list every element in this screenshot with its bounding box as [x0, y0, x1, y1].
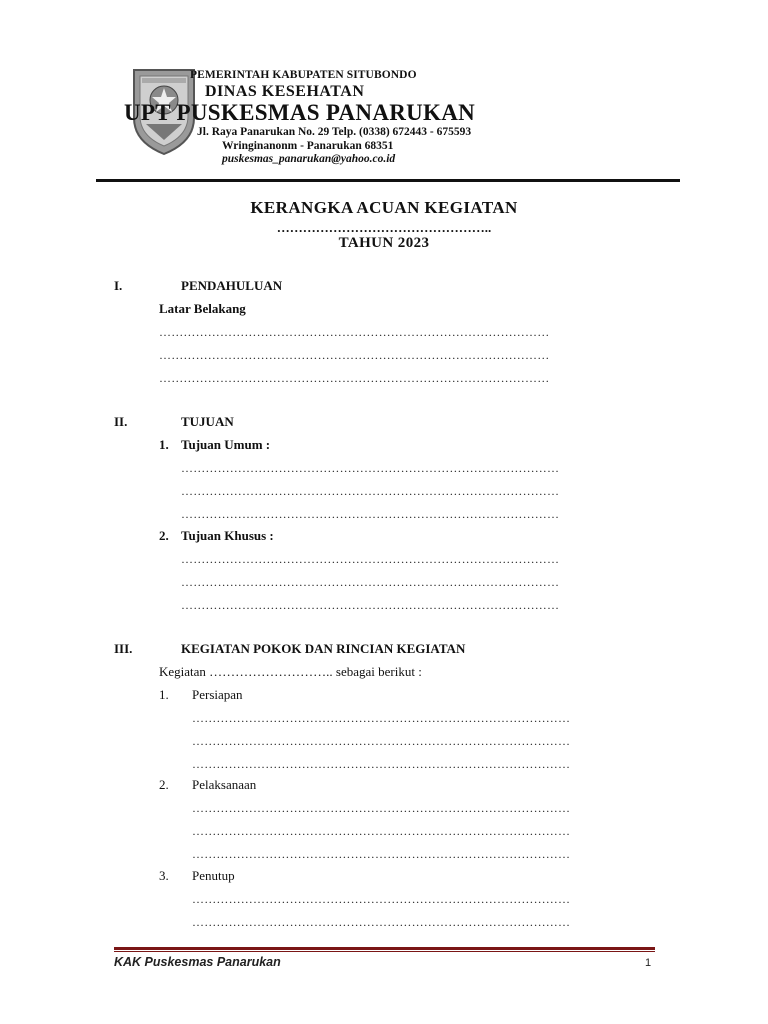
- fill-line: …………………………………………………………………………………: [192, 892, 571, 906]
- section-1-number: I.: [114, 278, 123, 293]
- section-3-item-3-label: Penutup: [192, 868, 235, 883]
- section-3-item-2-number: 2.: [159, 777, 169, 792]
- fill-line: …………………………………………………………………………………: [181, 575, 560, 589]
- fill-line: ……………………………………………………………………………………: [159, 348, 550, 362]
- section-1-subheading: Latar Belakang: [159, 301, 246, 316]
- fill-line: …………………………………………………………………………………: [192, 824, 571, 838]
- fill-line: …………………………………………………………………………………: [181, 552, 560, 566]
- fill-line: …………………………………………………………………………………: [181, 598, 560, 612]
- footer-divider-thin: [114, 951, 655, 952]
- page-number: 1: [645, 957, 652, 969]
- fill-line: …………………………………………………………………………………: [181, 484, 560, 498]
- letterhead-institution: UPT PUSKESMAS PANARUKAN: [124, 100, 476, 125]
- footer-divider: [114, 947, 655, 950]
- letterhead-email[interactable]: puskesmas_panarukan@yahoo.co.id: [222, 153, 396, 165]
- letterhead-department: DINAS KESEHATAN: [205, 83, 365, 100]
- section-2-title: TUJUAN: [181, 414, 234, 429]
- document-title: KERANGKA ACUAN KEGIATAN: [250, 198, 518, 217]
- fill-line: …………………………………………………………………………………: [181, 461, 560, 475]
- fill-line: …………………………………………………………………………………: [192, 757, 571, 771]
- document-year: TAHUN 2023: [338, 235, 430, 251]
- fill-line: ……………………………………………………………………………………: [159, 371, 550, 385]
- section-3-item-3-number: 3.: [159, 868, 169, 883]
- fill-line: …………………………………………………………………………………: [192, 801, 571, 815]
- section-3-number: III.: [114, 641, 133, 656]
- letterhead-divider: [96, 179, 680, 182]
- document-subtitle-placeholder: …………………………………………..: [276, 220, 492, 235]
- section-2-number: II.: [114, 414, 128, 429]
- section-2-item-2-label: Tujuan Khusus :: [181, 528, 274, 543]
- fill-line: …………………………………………………………………………………: [192, 915, 571, 929]
- section-1-title: PENDAHULUAN: [181, 278, 283, 293]
- section-3-item-1-label: Persiapan: [192, 687, 243, 702]
- section-2-item-1-label: Tujuan Umum :: [181, 437, 271, 452]
- section-3-item-1-number: 1.: [159, 687, 169, 702]
- fill-line: …………………………………………………………………………………: [192, 734, 571, 748]
- section-2-item-2-number: 2.: [159, 528, 169, 543]
- section-2-item-1-number: 1.: [159, 437, 169, 452]
- letterhead-city: Wringinanonm - Panarukan 68351: [222, 140, 394, 152]
- section-3-item-2-label: Pelaksanaan: [192, 777, 257, 792]
- section-3-intro: Kegiatan ……………………….. sebagai berikut :: [159, 664, 422, 679]
- fill-line: …………………………………………………………………………………: [181, 507, 560, 521]
- letterhead-address: Jl. Raya Panarukan No. 29 Telp. (0338) 672443 - 675593: [197, 126, 472, 138]
- fill-line: …………………………………………………………………………………: [192, 711, 571, 725]
- footer-document-name: KAK Puskesmas Panarukan: [114, 955, 281, 969]
- section-3-title: KEGIATAN POKOK DAN RINCIAN KEGIATAN: [181, 641, 466, 656]
- fill-line: ……………………………………………………………………………………: [159, 325, 550, 339]
- letterhead-government: PEMERINTAH KABUPATEN SITUBONDO: [190, 69, 417, 81]
- fill-line: …………………………………………………………………………………: [192, 847, 571, 861]
